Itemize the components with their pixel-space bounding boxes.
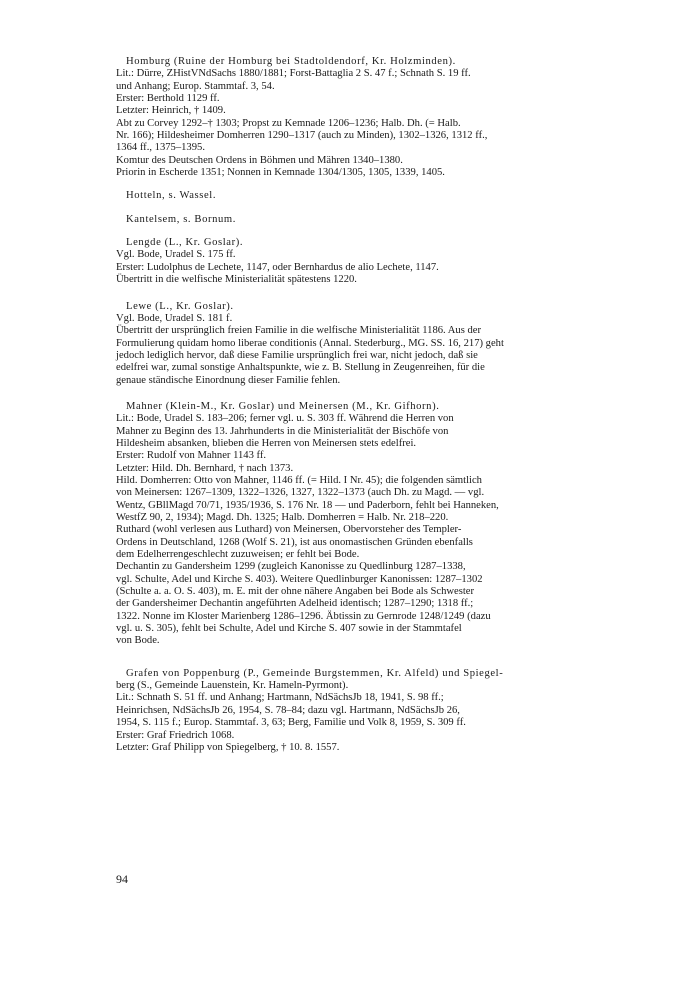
text-line: 1954, S. 115 f.; Europ. Stammtaf. 3, 63; Berg, Familie und Volk 8, 1959, S. 309 ff. (116, 717, 466, 729)
entry-poppenburg (116, 668, 568, 754)
text-line: Übertritt in die welfische Ministerialität spätestens 1220. (116, 274, 357, 286)
text-line: Priorin in Escherde 1351; Nonnen in Kemnade 1304/1305, 1305, 1339, 1405. (116, 167, 445, 179)
text-line: Erster: Rudolf von Mahner 1143 ff. (116, 450, 267, 462)
text-line: von Bode. (116, 635, 160, 647)
entry-mahner-meinersen (116, 401, 568, 648)
text-line: Letzter: Hild. Dh. Bernhard, † nach 1373. (116, 462, 294, 474)
text-line: Ordens in Deutschland, 1268 (Wolf S. 21), ist aus onomastischen Gründen ebenfalls (116, 536, 473, 548)
text-line: 1322. Nonne im Kloster Marienberg 1286–1296. Äbtissin zu Gernrode 1248/1249 (dazu (116, 610, 491, 622)
text-line: berg (S., Gemeinde Lauenstein, Kr. Hameln-Pyrmont). (116, 680, 349, 692)
text-column (116, 56, 568, 768)
entry-title-hotteln: Hotteln, s. Wassel. (126, 190, 217, 202)
text-line: Ruthard (wohl verlesen aus Luthard) von Meinersen, Obervorsteher des Templer- (116, 524, 462, 536)
entry-title-mahner: Mahner (Klein-M., Kr. Goslar) und Meinersen (M., Kr. Gifhorn). (126, 400, 440, 412)
text-line: Heinrichsen, NdSächsJb 26, 1954, S. 78–84; dazu vgl. Hartmann, NdSächsJb 26, (116, 704, 460, 716)
entry-title-poppenburg: Grafen von Poppenburg (P., Gemeinde Burgstemmen, Kr. Alfeld) und Spiegel- (126, 667, 504, 679)
text-line: Nr. 166); Hildesheimer Domherren 1290–1317 (auch zu Minden), 1302–1326, 1312 ff., (116, 130, 488, 142)
text-line: Lit.: Schnath S. 51 ff. und Anhang; Hartmann, NdSächsJb 18, 1941, S. 98 ff.; (116, 692, 444, 704)
text-line: (Schulte a. a. O. S. 403), m. E. mit der ohne nähere Angaben bei Bode als Schwester (116, 586, 475, 598)
text-line: Vgl. Bode, Uradel S. 175 ff. (116, 249, 236, 261)
page-number: 94 (116, 872, 128, 886)
text-line: vgl. Schulte, Adel und Kirche S. 403). Weitere Quedlinburger Kanonissen: 1287–1302 (116, 573, 483, 585)
text-line: Dechantin zu Gandersheim 1299 (zugleich Kanonisse zu Quedlinburg 1287–1338, (116, 561, 466, 573)
text-line: WestfZ 90, 2, 1934); Magd. Dh. 1325; Halb. Domherren = Halb. Nr. 218–220. (116, 512, 449, 523)
entry-lewe (116, 301, 568, 387)
text-line: Komtur des Deutschen Ordens in Böhmen und Mähren 1340–1380. (116, 154, 403, 166)
entry-title-lewe: Lewe (L., Kr. Goslar). (126, 300, 234, 312)
text-line: Mahner zu Beginn des 13. Jahrhunderts in die Ministerialität der Bischöfe von (116, 425, 449, 437)
text-line: Abt zu Corvey 1292–† 1303; Propst zu Kemnade 1206–1236; Halb. Dh. (= Halb. (116, 117, 461, 129)
entry-kantelsem (116, 214, 568, 226)
entry-title-kantelsem: Kantelsem, s. Bornum. (126, 213, 236, 225)
text-line: Hild. Domherren: Otto von Mahner, 1146 ff. (= Hild. I Nr. 45); die folgenden sämtlich (116, 474, 482, 486)
text-line: von Meinersen: 1267–1309, 1322–1326, 1327, 1322–1373 (auch Dh. zu Magd. — vgl. (116, 487, 485, 499)
text-line: jedoch lediglich hervor, daß diese Familie ursprünglich frei war, nicht jedoch, daß sie (116, 349, 478, 361)
entry-hotteln (116, 190, 568, 202)
entry-title-lengde: Lengde (L., Kr. Goslar). (126, 237, 244, 249)
text-line: Hildesheim absanken, blieben die Herren von Meinersen stets edelfrei. (116, 437, 417, 449)
text-line: der Gandersheimer Dechantin angeführten Adelheid identisch; 1287–1290; 1318 ff.; (116, 598, 474, 610)
text-line: Lit.: Bode, Uradel S. 183–206; ferner vgl. u. S. 303 ff. Während die Herren von (116, 413, 454, 425)
text-line: Lit.: Dürre, ZHistVNdSachs 1880/1881; Forst-Battaglia 2 S. 47 f.; Schnath S. 19 ff. (116, 68, 471, 80)
text-line: vgl. u. S. 305), fehlt bei Schulte, Adel und Kirche S. 407 sowie in der Stammtafel (116, 623, 462, 635)
entry-lengde (116, 237, 568, 286)
text-line: Übertritt der ursprünglich freien Familie in die welfische Ministerialität 1186. Aus der (116, 325, 481, 337)
text-line: Vgl. Bode, Uradel S. 181 f. (116, 312, 233, 324)
text-line: und Anhang; Europ. Stammtaf. 3, 54. (116, 80, 275, 92)
entry-title-homburg: Homburg (Ruine der Homburg bei Stadtoldendorf, Kr. Holzminden). (126, 56, 456, 67)
text-line: 1364 ff., 1375–1395. (116, 142, 205, 154)
text-line: Erster: Graf Friedrich 1068. (116, 729, 235, 741)
text-line: genaue ständische Einordnung dieser Familie fehlen. (116, 374, 341, 386)
text-line: Letzter: Graf Philipp von Spiegelberg, † 10. 8. 1557. (116, 741, 340, 753)
text-line: Erster: Berthold 1129 ff. (116, 93, 220, 105)
text-line: Letzter: Heinrich, † 1409. (116, 105, 226, 117)
text-line: edelfrei war, zumal sonstige Anhaltspunkte, wie z. B. Stellung in Zeugenreihen, für die (116, 362, 485, 374)
text-line: dem Edelherrengeschlecht zuzuweisen; er fehlt bei Bode. (116, 549, 360, 561)
text-line: Wentz, GBllMagd 70/71, 1935/1936, S. 176 Nr. 18 — und Paderborn, fehlt bei Hanneken, (116, 499, 499, 511)
text-line: Formulierung quidam homo liberae conditionis (Annal. Stederburg., MG. SS. 16, 217) geht (116, 337, 504, 349)
entry-homburg (116, 56, 568, 179)
text-line: Erster: Ludolphus de Lechete, 1147, oder Bernhardus de alio Lechete, 1147. (116, 261, 439, 273)
